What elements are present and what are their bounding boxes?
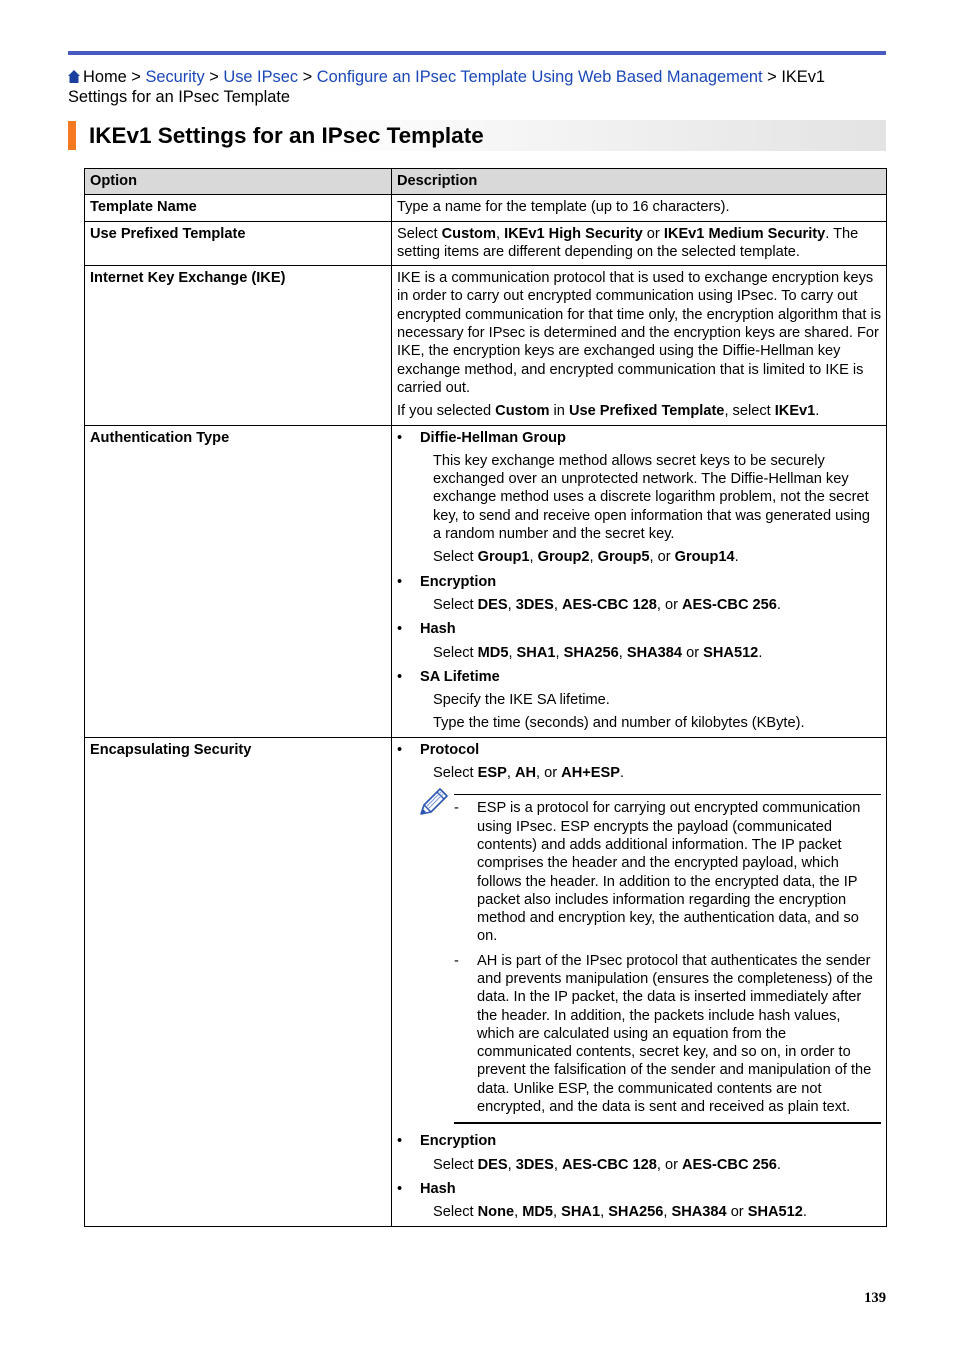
breadcrumb-link-use-ipsec[interactable]: Use IPsec — [223, 68, 299, 86]
desc-ike: IKE is a communication protocol that is used to exchange encryption keys in order to carry out encrypted communication using IPsec. To carry out encrypted communication for that time only, the encryption algorithm that is necessary for IPsec is determined and the encryption keys are shared. For IKE, the encryption keys are exchanged using the Diffie-Hellman key exchange method, and encrypted communication that is limited to IKE is carried out. If you selected Custom in Use Prefixed Template, select IKEv1. — [392, 266, 887, 425]
list-item: • Hash — [397, 1180, 456, 1197]
desc-authentication-type: • Diffie-Hellman Group This key exchange method allows secret keys to be securely exchanged over an unprotected network. The Diffie-Hellman key exchange method uses a discrete logarithm problem, not the secret key, to send and receive open information that was generated using a random number and the secret key. Select Group1, Group2, Group5, or Group14. • Encryption Select DES, 3DES, AES-CBC 128, or AES-CBC 256. • Hash Select MD5, SHA1, SHA256, SHA384 or SHA512. • SA Lifetime Specify the IKE SA lifetime. Type the time (seconds) and number of kilobytes (KByte). — [392, 425, 887, 737]
option-encapsulating-security: Encapsulating Security — [85, 737, 392, 1226]
table-row — [85, 221, 887, 266]
option-authentication-type: Authentication Type — [85, 425, 392, 737]
option-ike: Internet Key Exchange (IKE) — [85, 266, 392, 425]
header-description: Description — [392, 169, 887, 195]
page-number: 139 — [864, 1290, 886, 1306]
list-item: • SA Lifetime — [397, 668, 500, 685]
note-item-ah: - AH is part of the IPsec protocol that authenticates the sender and prevents manipulation (ensures the completeness) of the data. In the IP packet, the data is inserted immediately after the header. In addition, the packets include hash values, which are calculated using an equation from the communicated contents, secret key, and so on, in order to prevent the falsification of the sender and manipulation of the data. Unlike ESP, the communicated contents are not encrypted, and the data is sent and received as plain text. — [454, 952, 873, 1116]
title-accent — [68, 121, 76, 150]
list-item: • Diffie-Hellman Group — [397, 429, 566, 446]
list-item: • Protocol — [397, 741, 480, 758]
option-use-prefixed-template: Use Prefixed Template — [85, 221, 392, 266]
breadcrumb-current: IKEv1 Settings for an IPsec Template — [68, 68, 826, 106]
table-row — [85, 737, 887, 1226]
note-box — [454, 794, 881, 1124]
header-option: Option — [85, 169, 392, 195]
table-row — [85, 195, 887, 221]
list-item: • Encryption — [397, 1133, 497, 1150]
breadcrumb: Home > Security > Use IPsec > Configure an IPsec Template Using Web Based Management > IKEv1 Settings for an IPsec Template — [68, 68, 826, 106]
breadcrumb-link-configure-template[interactable]: Configure an IPsec Template Using Web Based Management — [316, 68, 763, 86]
desc-use-prefixed-template: Select Custom, IKEv1 High Security or IKEv1 Medium Security. The setting items are different depending on the selected template. — [392, 221, 887, 266]
home-icon — [68, 70, 80, 83]
breadcrumb-link-security[interactable]: Security — [145, 68, 205, 86]
note-item-esp: - ESP is a protocol for carrying out encrypted communication using IPsec. ESP encrypts the payload (communicated contents) and adds additional information. The IP packet comprises the header and the encrypted payload, which follows the header. In addition to the encrypted data, the IP packet also includes information regarding the encryption method and encryption key, the authentication data, and so on. — [454, 800, 861, 945]
list-item: • Hash — [397, 621, 456, 638]
breadcrumb-home[interactable]: Home — [83, 68, 127, 86]
pencil-note-icon — [418, 787, 450, 817]
top-rule — [68, 51, 886, 55]
option-template-name: Template Name — [85, 195, 392, 221]
desc-encapsulating-security: • Protocol Select ESP, AH, or AH+ESP. - ESP is a protocol for carrying out encrypted communication using IPsec. ESP encrypts the payload (communicated contents) and adds additional information. The IP packet comprises the header and the encrypted payload, which follows the header. In addition to the encrypted data, the IP packet also includes information regarding the encryption method and encryption key, the authentication data, and so on. - AH is part of the IPsec protocol that authenticates the sender and prevents manipulation (ensures the completeness) of the data. In the IP packet, the data is inserted immediately after the header. In addition, the packets include hash values, which are calculated using an equation from the communicated contents, secret key, and so on, in order to prevent the falsification of the sender and manipulation of the data. Unlike ESP, the communicated contents are not encrypted, and the data is sent and received as plain text. • Encryption Select DES, 3DES, AES-CBC 128, or AES-CBC 256. • Hash Select None, MD5, SHA1, SHA256, SHA384 or SHA512. — [392, 737, 887, 1226]
list-item: • Encryption — [397, 573, 497, 590]
desc-template-name: Type a name for the template (up to 16 characters). — [392, 195, 887, 221]
options-table — [84, 168, 887, 1227]
table-row — [85, 266, 887, 425]
page-title: IKEv1 Settings for an IPsec Template — [89, 123, 484, 148]
table-header-row — [85, 169, 887, 195]
table-row — [85, 425, 887, 737]
title-bar — [68, 120, 886, 151]
